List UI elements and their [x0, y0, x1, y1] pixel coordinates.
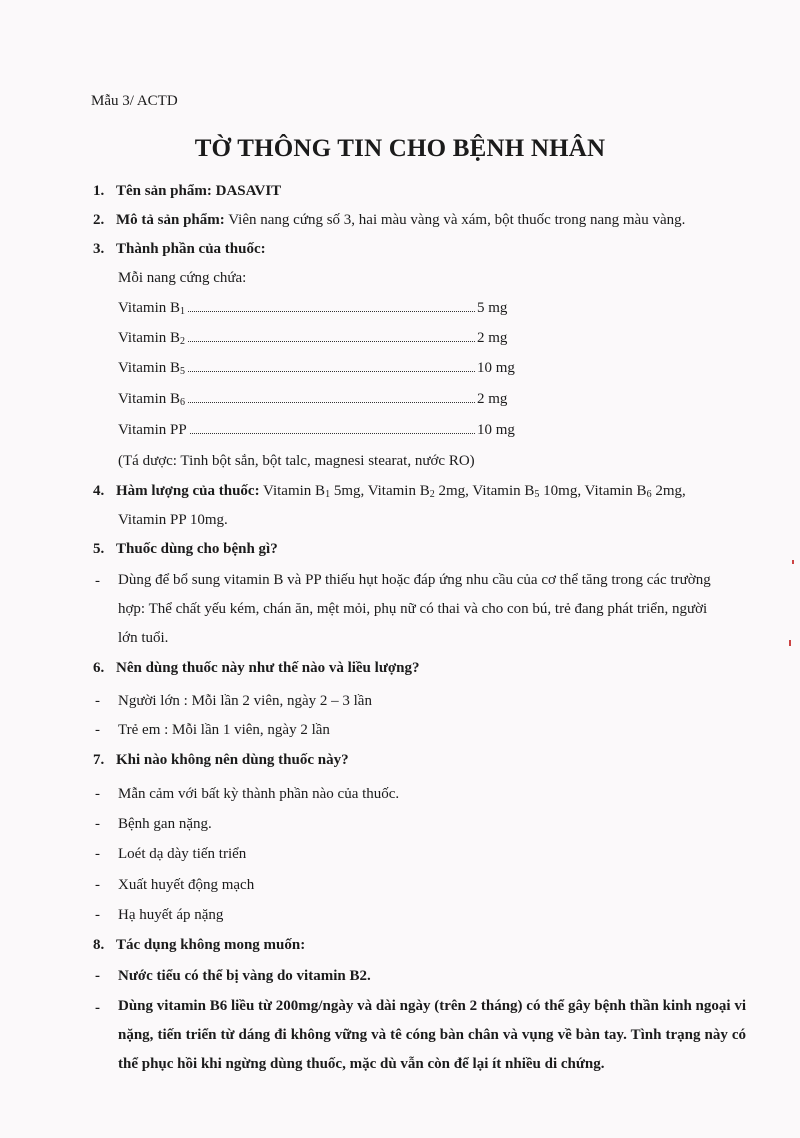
composition-amount: 2 mg — [477, 391, 508, 407]
section-7-heading: Khi nào không nên dùng thuốc này? — [116, 752, 349, 768]
section-8 — [0, 937, 305, 954]
composition-amount: 10 mg — [477, 360, 515, 376]
section-5-number: 5. — [93, 541, 105, 557]
dot-leader — [188, 340, 475, 342]
form-code: Mẫu 3/ ACTD — [91, 93, 178, 109]
composition-name: Vitamin $B_1$ — [118, 300, 186, 317]
section-6-heading: Nên dùng thuốc này như thế nào và liều lượng? — [116, 660, 420, 676]
scan-mark — [792, 560, 794, 564]
list-item: - Mẫn cảm với bất kỳ thành phần nào của thuốc. — [95, 786, 400, 802]
side-effect-text: Dùng vitamin B6 liều từ 200mg/ngày và dài ngày (trên 2 tháng) có thể gây bệnh thần kinh ngoại vi nặng, tiến triển từ dáng đi không vững và tê cóng bàn chân và vụng về bàn tay. Tình trạng này có thể phục hồi khi ngừng dùng thuốc, mặc dù vẫn còn để lại ít nhiều di chứng. — [118, 998, 746, 1072]
section-8-heading: Tác dụng không mong muốn: — [116, 937, 306, 953]
strength-text-line2: Vitamin PP 10mg. — [118, 512, 228, 528]
composition-name: Vitamin $B_5$ — [118, 360, 186, 377]
page-title: TỜ THÔNG TIN CHO BỆNH NHÂN — [194, 135, 606, 162]
composition-amount: 10 mg — [477, 422, 515, 438]
list-item: - Bệnh gan nặng. — [95, 816, 212, 832]
composition-amount: 5 mg — [477, 300, 508, 316]
list-item: - Loét dạ dày tiến triển — [95, 846, 247, 862]
dot-leader — [188, 310, 475, 312]
excipients: (Tá dược: Tinh bột sắn, bột talc, magnesi stearat, nước RO) — [118, 453, 475, 469]
section-8-number: 8. — [93, 937, 105, 953]
dot-leader — [190, 432, 475, 434]
section-1-heading: Tên sản phẩm: DASAVIT — [116, 183, 282, 199]
section-3-heading: Thành phần của thuốc: — [116, 241, 266, 257]
section-4 — [0, 483, 686, 500]
composition-row — [118, 300, 518, 317]
indication-text: Dùng để bổ sung vitamin B và PP thiếu hụt hoặc đáp ứng nhu cầu của cơ thể tăng trong các trường hợp: Thể chất yếu kém, chán ăn, mệt mỏi, phụ nữ có thai và cho con bú, trẻ đang phát triển, người lớn tuổi. — [118, 572, 711, 646]
scan-mark — [789, 640, 791, 646]
section-5 — [0, 541, 278, 558]
section-3-number: 3. — [93, 241, 105, 257]
section-7 — [0, 752, 349, 769]
section-4-number: 4. — [93, 483, 105, 499]
composition-row — [118, 360, 518, 377]
section-1-number: 1. — [93, 183, 105, 199]
section-4-heading: Hàm lượng của thuốc: — [116, 483, 260, 499]
section-2-number: 2. — [93, 212, 105, 228]
section-6-number: 6. — [93, 660, 105, 676]
list-item: - Người lớn : Mỗi lần 2 viên, ngày 2 – 3 lần — [95, 693, 372, 709]
list-item: - Xuất huyết động mạch — [95, 877, 255, 893]
section-2-heading: Mô tả sản phẩm: — [116, 212, 225, 228]
dot-leader — [188, 370, 475, 372]
list-item: - Hạ huyết áp nặng — [95, 907, 224, 923]
composition-name: Vitamin $B_6$ — [118, 391, 186, 408]
strength-text: Vitamin $B_1$ 5mg, Vitamin $B_2$ 2mg, Vitamin $B_5$ 10mg, Vitamin $B_6$ 2mg, — [259, 483, 686, 500]
composition-name: Vitamin $B_2$ — [118, 330, 186, 347]
document-page: Mẫu 3/ ACTD TỜ THÔNG TIN CHO BỆNH NHÂN 1. Tên sản phẩm: DASAVIT 2. Mô tả sản phẩm: Viên nang cứng số 3, hai màu vàng và xám, bột thuốc trong nang màu vàng. 3. Thành phần của thuốc: Mỗi nang cứng chứa: Vitamin $B_1$ 5 mg Vitamin $B_2$ 2 mg Vitamin $B_5$ 10 mg Vitamin $B_6$ 2 mg Vitamin PP 10 mg (Tá dược: Tinh bột sắn, bột talc, magnesi stearat, nước RO) 4. Hàm lượng của thuốc: Vitamin $B_1$ 5mg, Vitamin $B_2$ 2mg, Vitamin $B_5$ 10mg, Vitamin $B_6$ 2mg, Vitamin PP 10mg. 5. Thuốc dùng cho bệnh gì? - Dùng để bổ sung vitamin B và PP thiếu hụt hoặc đáp ứng nhu cầu của cơ thể tăng trong các trường hợp: Thể chất yếu kém, chán ăn, mệt mỏi, phụ nữ có thai và cho con bú, trẻ đang phát triển, người lớn tuổi. 6. Nên dùng thuốc này như thế nào và liều lượng? - Người lớn : Mỗi lần 2 viên, ngày 2 – 3 lần - Trẻ em : Mỗi lần 1 viên, ngày 2 lần 7. Khi nào không nên dùng thuốc này? - Mẫn cảm với bất kỳ thành phần nào của thuốc. - Bệnh gan nặng. - Loét dạ dày tiến triển - Xuất huyết động mạch - Hạ huyết áp nặng 8. Tác dụng không mong muốn: - Nước tiểu có thể bị vàng do vitamin B2. - Dùng vitamin B6 liều từ 200mg/ngày và dài ngày (trên 2 tháng) có thể gây bệnh thần kinh ngoại vi nặng, tiến triển từ dáng đi không vững và tê cóng bàn chân và vụng về bàn tay. Tình trạng này có thể phục hồi khi ngừng dùng thuốc, mặc dù vẫn còn để lại ít nhiều di chứng. — [0, 0, 800, 1138]
section-5-heading: Thuốc dùng cho bệnh gì? — [116, 541, 278, 557]
section-1 — [0, 183, 281, 200]
composition-row — [118, 391, 518, 408]
dot-leader — [188, 401, 475, 403]
list-item: - Trẻ em : Mỗi lần 1 viên, ngày 2 lần — [95, 722, 330, 738]
section-2-text: Viên nang cứng số 3, hai màu vàng và xám, bột thuốc trong nang màu vàng. — [224, 212, 686, 228]
composition-intro: Mỗi nang cứng chứa: — [118, 270, 247, 286]
section-6 — [0, 660, 419, 677]
composition-name: Vitamin PP — [118, 422, 187, 438]
section-7-number: 7. — [93, 752, 105, 768]
composition-row — [118, 330, 518, 347]
composition-amount: 2 mg — [477, 330, 508, 346]
list-item: - Nước tiểu có thể bị vàng do vitamin B2. — [95, 968, 371, 984]
section-3 — [0, 241, 266, 258]
section-2 — [0, 212, 685, 229]
composition-row — [118, 422, 518, 439]
